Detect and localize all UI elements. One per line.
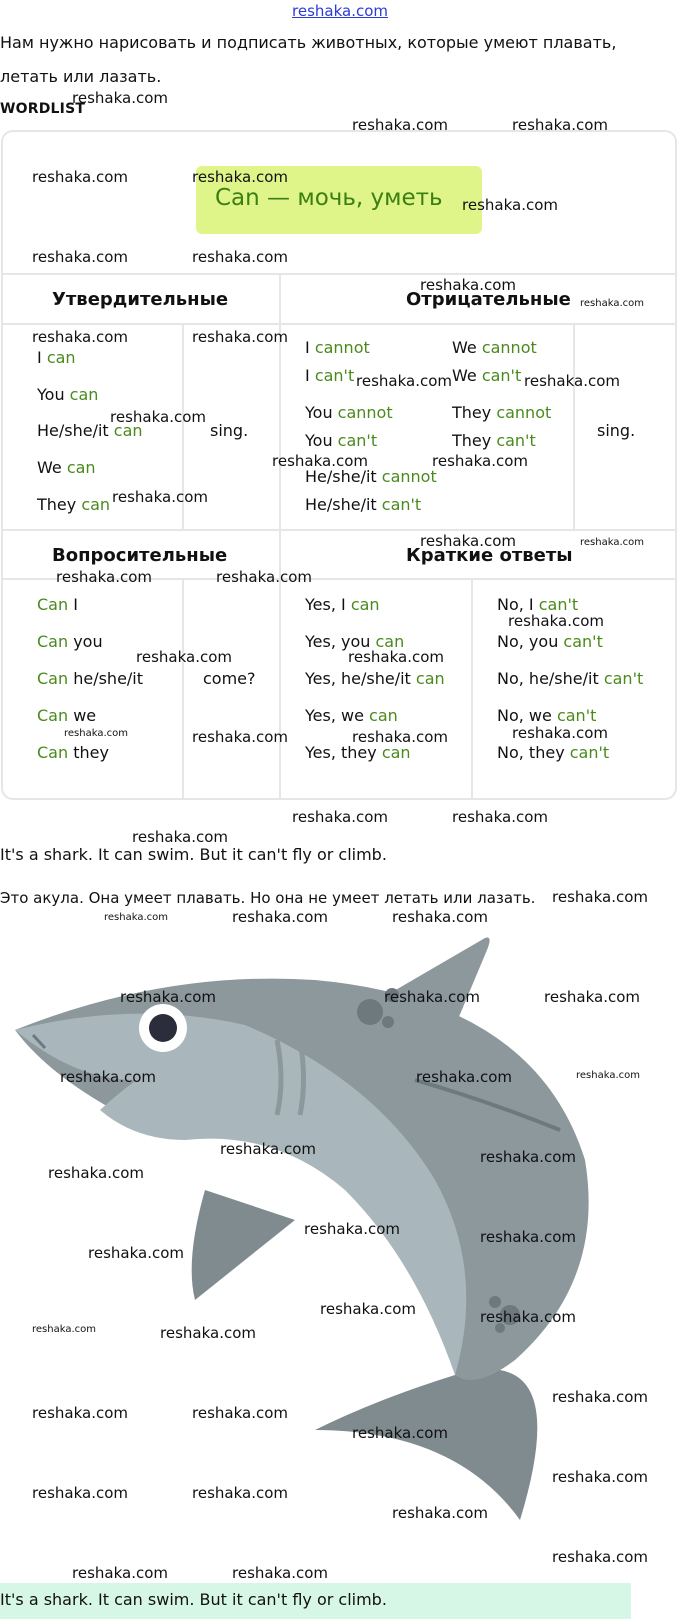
- watermark: reshaka.com: [60, 1068, 156, 1086]
- watermark: reshaka.com: [348, 648, 444, 666]
- affirmative-row: You can: [37, 385, 99, 404]
- watermark: reshaka.com: [552, 1548, 648, 1566]
- divider: [182, 323, 184, 529]
- watermark: reshaka.com: [304, 1220, 400, 1238]
- watermark: reshaka.com: [512, 116, 608, 134]
- watermark: reshaka.com: [32, 168, 128, 186]
- negative-row: You cannot: [305, 403, 393, 422]
- watermark: reshaka.com: [508, 612, 604, 630]
- watermark: reshaka.com: [552, 1388, 648, 1406]
- watermark: reshaka.com: [192, 1484, 288, 1502]
- negative-row: I can't: [305, 366, 355, 385]
- watermark: reshaka.com: [72, 89, 168, 107]
- header-short-answers: Краткие ответы: [406, 545, 573, 566]
- watermark: reshaka.com: [356, 372, 452, 390]
- watermark: reshaka.com: [104, 912, 168, 923]
- negative-row: He/she/it cannot: [305, 467, 437, 486]
- watermark: reshaka.com: [192, 168, 288, 186]
- short-answer-yes: Yes, you can: [305, 632, 405, 651]
- watermark: reshaka.com: [32, 328, 128, 346]
- watermark: reshaka.com: [480, 1148, 576, 1166]
- site-link[interactable]: reshaka.com: [292, 2, 388, 20]
- divider: [573, 323, 575, 529]
- interrogative-verb: come?: [203, 669, 256, 688]
- watermark: reshaka.com: [32, 248, 128, 266]
- watermark: reshaka.com: [48, 1164, 144, 1182]
- watermark: reshaka.com: [524, 372, 620, 390]
- affirmative-row: He/she/it can: [37, 421, 143, 440]
- affirmative-row: They can: [37, 495, 111, 514]
- watermark: reshaka.com: [292, 808, 388, 826]
- short-answer-no: No, we can't: [497, 706, 597, 725]
- watermark: reshaka.com: [480, 1228, 576, 1246]
- affirmative-row: We can: [37, 458, 96, 477]
- short-answer-yes: Yes, we can: [305, 706, 398, 725]
- negative-row: He/she/it can't: [305, 495, 422, 514]
- answer-sentence-en: It's a shark. It can swim. But it can't fly or climb.: [0, 845, 387, 864]
- negative-verb: sing.: [597, 421, 636, 440]
- watermark: reshaka.com: [64, 728, 128, 739]
- divider: [3, 273, 675, 275]
- header-negative: Отрицательные: [406, 289, 571, 310]
- answer-sentence-ru: Это акула. Она умеет плавать. Но она не умеет летать или лазать.: [0, 889, 536, 907]
- watermark: reshaka.com: [72, 1564, 168, 1582]
- interrogative-row: Can he/she/it: [37, 669, 144, 688]
- watermark: reshaka.com: [120, 988, 216, 1006]
- header-interrogative: Вопросительные: [52, 545, 228, 566]
- affirmative-row: I can: [37, 348, 76, 367]
- watermark: reshaka.com: [580, 537, 644, 548]
- watermark: reshaka.com: [512, 724, 608, 742]
- watermark: reshaka.com: [160, 1324, 256, 1342]
- watermark: reshaka.com: [576, 1070, 640, 1081]
- short-answer-no: No, he/she/it can't: [497, 669, 644, 688]
- watermark: reshaka.com: [352, 728, 448, 746]
- highlight-text: Can — мочь, уметь: [215, 185, 443, 211]
- watermark: reshaka.com: [392, 908, 488, 926]
- wordlist-label: WORDLIST: [0, 101, 86, 117]
- watermark: reshaka.com: [192, 328, 288, 346]
- negative-row: I cannot: [305, 338, 370, 357]
- affirmative-verb: sing.: [210, 421, 249, 440]
- watermark: reshaka.com: [192, 728, 288, 746]
- short-answer-no: No, they can't: [497, 743, 610, 762]
- watermark: reshaka.com: [544, 988, 640, 1006]
- watermark: reshaka.com: [32, 1484, 128, 1502]
- short-answer-no: No, I can't: [497, 595, 579, 614]
- interrogative-row: Can we: [37, 706, 97, 725]
- watermark: reshaka.com: [480, 1308, 576, 1326]
- watermark: reshaka.com: [136, 648, 232, 666]
- task-intro: Нам нужно нарисовать и подписать животных, которые умеют плавать, летать или лазать.: [0, 33, 617, 86]
- divider: [279, 273, 281, 798]
- watermark: reshaka.com: [88, 1244, 184, 1262]
- watermark: reshaka.com: [32, 1404, 128, 1422]
- divider: [3, 578, 675, 580]
- watermark: reshaka.com: [420, 532, 516, 550]
- negative-row: They cannot: [452, 403, 552, 422]
- watermark: reshaka.com: [56, 568, 152, 586]
- watermark: reshaka.com: [552, 1468, 648, 1486]
- negative-row: We can't: [452, 366, 522, 385]
- watermark: reshaka.com: [232, 1564, 328, 1582]
- watermark: reshaka.com: [192, 1404, 288, 1422]
- watermark: reshaka.com: [552, 888, 648, 906]
- header-affirmative: Утвердительные: [52, 289, 229, 310]
- watermark: reshaka.com: [420, 276, 516, 294]
- divider: [3, 529, 675, 531]
- divider: [471, 578, 473, 798]
- watermark: reshaka.com: [232, 908, 328, 926]
- watermark: reshaka.com: [320, 1300, 416, 1318]
- negative-row: They can't: [452, 431, 536, 450]
- watermark: reshaka.com: [272, 452, 368, 470]
- watermark: reshaka.com: [580, 298, 644, 309]
- watermark: reshaka.com: [192, 248, 288, 266]
- watermark: reshaka.com: [452, 808, 548, 826]
- watermark: reshaka.com: [216, 568, 312, 586]
- negative-row: You can't: [305, 431, 378, 450]
- watermark: reshaka.com: [352, 1424, 448, 1442]
- watermark: reshaka.com: [112, 488, 208, 506]
- watermark: reshaka.com: [110, 408, 206, 426]
- interrogative-row: Can you: [37, 632, 103, 651]
- shark-illustration: [15, 930, 665, 1525]
- short-answer-yes: Yes, I can: [305, 595, 380, 614]
- interrogative-row: Can they: [37, 743, 109, 762]
- answer-sentence-bottom: It's a shark. It can swim. But it can't fly or climb.: [0, 1590, 387, 1609]
- short-answer-yes: Yes, he/she/it can: [305, 669, 445, 688]
- watermark: reshaka.com: [132, 828, 228, 846]
- watermark: reshaka.com: [220, 1140, 316, 1158]
- negative-row: We cannot: [452, 338, 537, 357]
- short-answer-no: No, you can't: [497, 632, 603, 651]
- watermark: reshaka.com: [432, 452, 528, 470]
- watermark: reshaka.com: [384, 988, 480, 1006]
- interrogative-row: Can I: [37, 595, 78, 614]
- watermark: reshaka.com: [32, 1324, 96, 1335]
- watermark: reshaka.com: [352, 116, 448, 134]
- watermark: reshaka.com: [462, 196, 558, 214]
- short-answer-yes: Yes, they can: [305, 743, 411, 762]
- watermark: reshaka.com: [392, 1504, 488, 1522]
- watermark: reshaka.com: [416, 1068, 512, 1086]
- divider: [182, 578, 184, 798]
